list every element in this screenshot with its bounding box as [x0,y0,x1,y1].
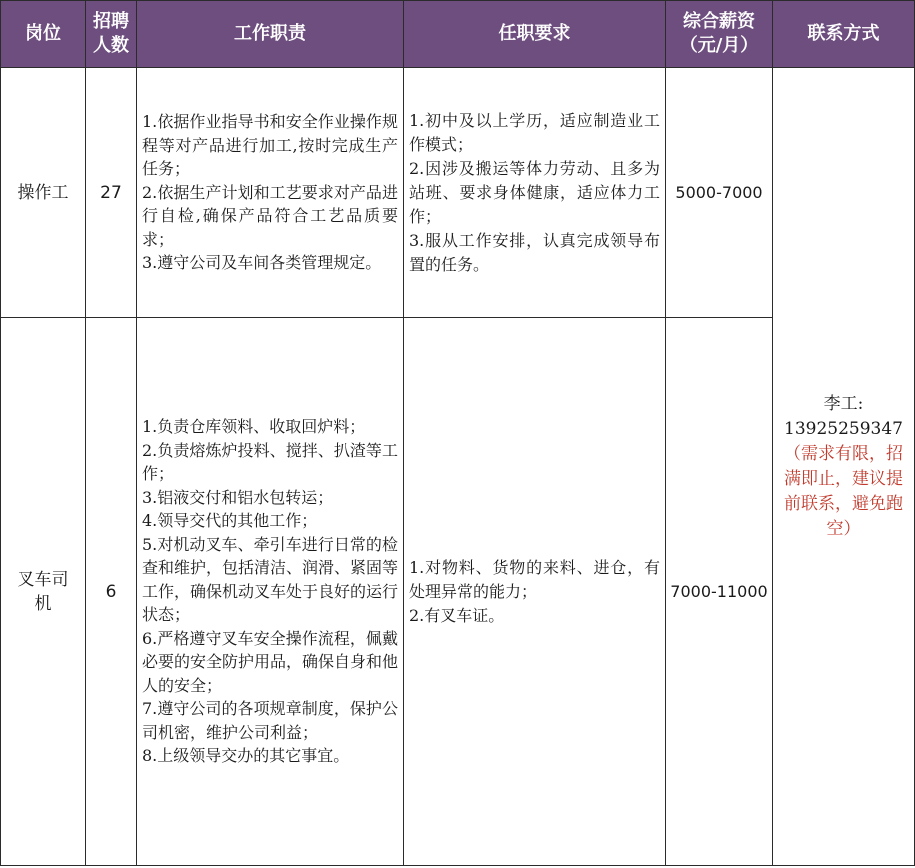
duties-cell [137,318,404,866]
requirement-item: 1.初中及以上学历，适应制造业工作模式； [409,110,660,154]
header-salary-line2: （元/月） [679,35,759,56]
position-name-line2: 机 [34,593,52,614]
duty-item: 3.遵守公司及车间各类管理规定。 [142,253,382,273]
header-contact: 联系方式 [773,1,915,68]
salary-cell: 7000-11000 [666,318,773,866]
position-cell [1,318,86,866]
requirement-item: 1.对物料、货物的来料、进仓，有处理异常的能力； [409,557,660,601]
contact-note: （需求有限，招满即止，建议提前联系，避免跑空） [784,443,903,539]
header-headcount [86,1,137,68]
requirement-item: 2.因涉及搬运等体力劳动、且多为站班、要求身体健康，适应体力工作； [409,158,660,226]
header-position: 岗位 [1,1,86,68]
duty-item: 7.遵守公司的各项规章制度，保护公司机密，维护公司利益； [142,699,398,742]
duty-item: 6.严格遵守叉车安全操作流程，佩戴必要的安全防护用品，确保自身和他人的安全； [142,628,399,695]
requirement-item: 2.有叉车证。 [409,605,505,625]
position-cell [1,68,86,318]
header-requirements: 任职要求 [404,1,666,68]
contact-phone[interactable]: 13925259347 [784,418,903,439]
duty-item: 1.依据作业指导书和安全作业操作规程等对产品进行加工,按时完成生产任务； [142,112,398,179]
duty-item: 4.领导交代的其他工作； [142,511,318,531]
duty-item: 2.依据生产计划和工艺要求对产品进行自检,确保产品符合工艺品质要求； [142,182,398,249]
salary-cell: 5000-7000 [666,68,773,318]
header-salary-line1: 综合薪资 [683,11,755,32]
header-headcount-line2: 人数 [93,35,129,56]
header-duties: 工作职责 [137,1,404,68]
contact-cell [773,68,915,866]
requirements-cell [404,68,666,318]
table-row [1,68,915,318]
duty-item: 5.对机动叉车、牵引车进行日常的检查和维护，包括清洁、润滑、紧固等工作，确保机动叉车处于良好的运行状态； [142,534,399,625]
contact-name: 李工: [823,393,864,414]
position-name-line1: 叉车司 [17,569,69,590]
duty-item: 1.负责仓库领料、收取回炉料； [142,417,366,437]
duty-item: 2.负责熔炼炉投料、搅拌、扒渣等工作； [142,440,398,484]
duties-cell [137,68,404,318]
position-name: 操作工 [17,182,69,203]
requirement-item: 3.服从工作安排，认真完成领导布置的任务。 [409,230,660,274]
requirements-cell [404,318,666,866]
header-salary [666,1,773,68]
headcount-cell: 27 [86,68,137,318]
headcount-cell: 6 [86,318,137,866]
header-headcount-line1: 招聘 [93,11,129,32]
duty-item: 8.上级领导交办的其它事宜。 [142,746,350,766]
duty-item: 3.铝液交付和铝水包转运； [142,487,334,507]
header-row [1,1,915,68]
